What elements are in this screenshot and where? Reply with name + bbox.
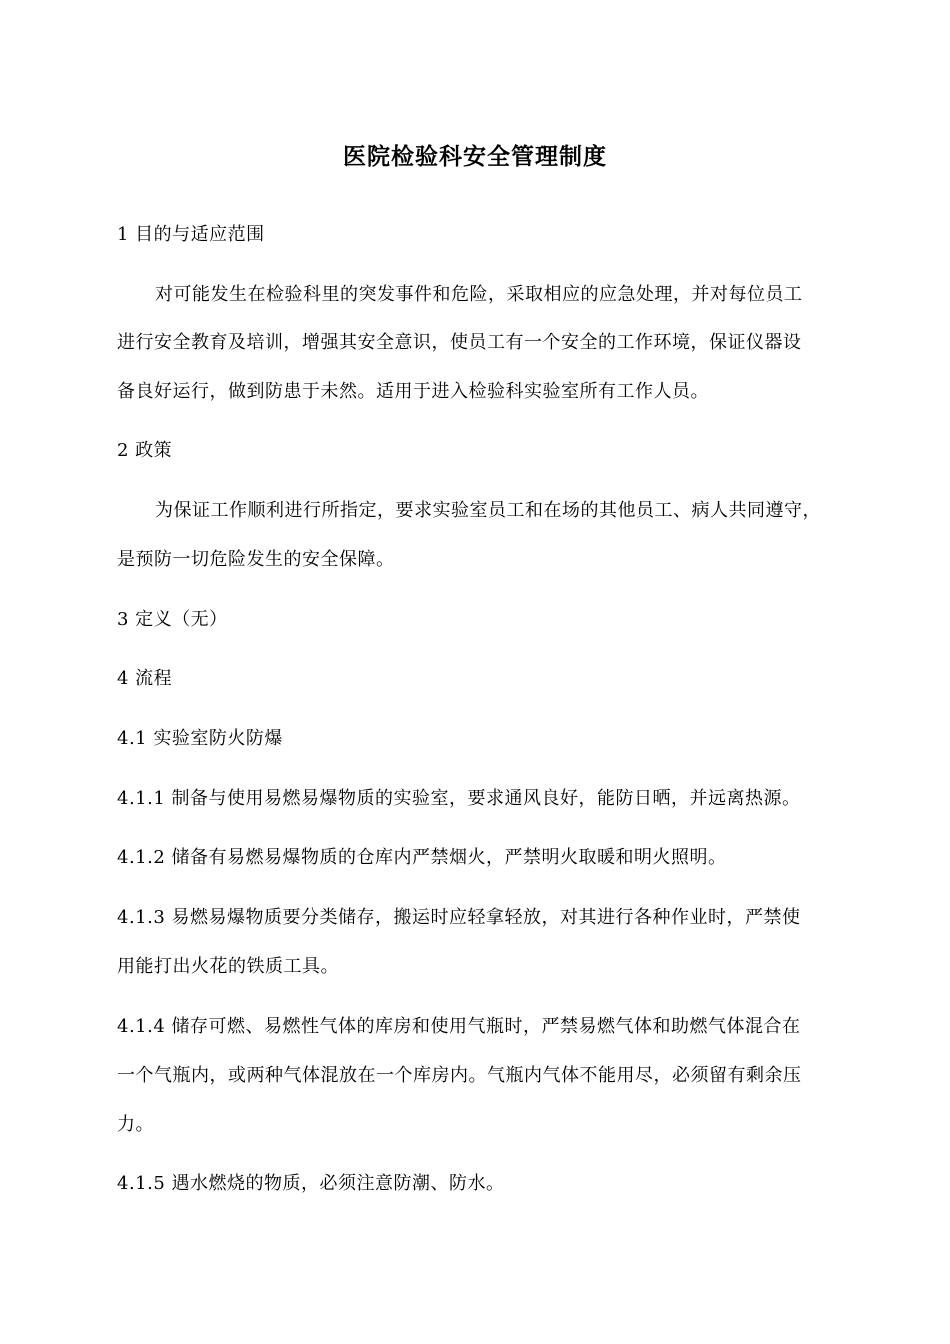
paragraph-line: 对可能发生在检验科里的突发事件和危险，采取相应的应急处理，并对每位员工 (155, 284, 803, 305)
clause-4-1-1: 4.1.1 制备与使用易燃易爆物质的实验室，要求通风良好，能防日晒，并远离热源。 (117, 788, 801, 809)
paragraph-line: 备良好运行，做到防患于未然。适用于进入检验科实验室所有工作人员。 (117, 381, 709, 402)
section-heading-definition: 3 定义（无） (117, 609, 228, 630)
clause-4-1-2: 4.1.2 储备有易燃易爆物质的仓库内严禁烟火，严禁明火取暖和明火照明。 (117, 847, 727, 868)
subsection-heading-fire-prevention: 4.1 实验室防火防爆 (117, 728, 283, 749)
clause-4-1-3: 4.1.3 易燃易爆物质要分类储存，搬运时应轻拿轻放，对其进行各种作业时，严禁使 (117, 907, 801, 928)
section-heading-purpose-scope: 1 目的与适应范围 (117, 224, 265, 245)
document-title: 医院检验科安全管理制度 (343, 144, 607, 170)
paragraph-line: 为保证工作顺利进行所指定，要求实验室员工和在场的其他员工、病人共同遵守， (155, 500, 821, 521)
clause-4-1-4-continued: 力。 (117, 1114, 154, 1135)
clause-4-1-4: 4.1.4 储存可燃、易燃性气体的库房和使用气瓶时，严禁易燃气体和助燃气体混合在 (117, 1016, 801, 1037)
paragraph-line: 进行安全教育及培训，增强其安全意识，使员工有一个安全的工作环境，保证仪器设 (117, 332, 802, 353)
clause-4-1-4-continued: 一个气瓶内，或两种气体混放在一个库房内。气瓶内气体不能用尽，必须留有剩余压 (117, 1065, 802, 1086)
paragraph-line: 是预防一切危险发生的安全保障。 (117, 549, 395, 570)
clause-4-1-3-continued: 用能打出火花的铁质工具。 (117, 956, 339, 977)
section-heading-policy: 2 政策 (117, 440, 173, 461)
clause-4-1-5: 4.1.5 遇水燃烧的物质，必须注意防潮、防水。 (117, 1173, 505, 1194)
section-heading-process: 4 流程 (117, 668, 173, 689)
